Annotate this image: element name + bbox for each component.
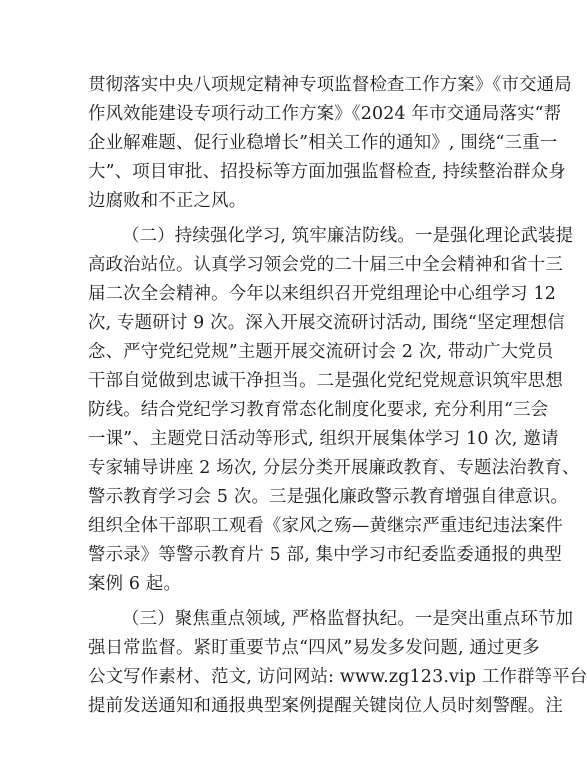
text-line: 一课”、主题党日活动等形式, 组织开展集体学习 10 次, 邀请 [88,429,559,449]
paragraph-2 [88,222,580,599]
text-line: 贯彻落实中央八项规定精神专项监督检查工作方案》《市交通局 [88,75,572,95]
text-line: 提前发送通知和通报典型案例提醒关键岗位人员时刻警醒。注 [88,696,563,716]
text-line: 防线。结合党纪学习教育常态化制度化要求, 充分利用“三会 [88,400,549,420]
text-line: 大”、项目审批、招投标等方面加强监督检查, 持续整治群众身 [88,162,566,182]
text-line: 次, 专题研讨 9 次。深入开展交流研讨活动, 围绕“坚定理想信 [88,313,565,333]
text-line: 强日常监督。紧盯重要节点“四风”易发多发问题, 通过更多 [88,638,540,658]
text-line: 警示教育学习会 5 次。三是强化廉政警示教育增强自律意识。 [88,487,569,507]
text-line: 届二次全会精神。今年以来组织召开党组理论中心组学习 12 [88,284,557,304]
text-line: （三）聚焦重点领域, 严格监督执纪。一是突出重点环节加 [122,609,574,629]
text-line: 作风效能建设专项行动工作方案》《2024 年市交通局落实“帮 [88,104,562,124]
text-line: 企业解难题、促行业稳增长”相关工作的通知》, 围绕“三重一 [88,133,558,153]
text-line: 念、严守党纪党规”主题开展交流研讨会 2 次, 带动广大党员 [88,342,554,362]
text-line: 组织全体干部职工观看《家风之殇—黄继宗严重违纪违法案件 [88,516,563,536]
text-line: 案例 6 起。 [88,574,182,594]
document-body [88,71,587,721]
text-line: 专家辅导讲座 2 场次, 分层分类开展廉政教育、专题法治教育、 [88,458,580,478]
paragraph-3 [88,605,587,721]
text-line: 干部自觉做到忠诚干净担当。二是强化党纪党规意识筑牢思想 [88,371,563,391]
text-line: 公文写作素材、范文, 访问网站: www.zg123.vip 工作群等平台 [88,667,587,687]
text-line: 高政治站位。认真学习领会党的二十届三中全会精神和省十三 [88,255,563,275]
paragraph-1 [88,71,572,216]
text-line: （二）持续强化学习, 筑牢廉洁防线。一是强化理论武装提 [122,226,574,246]
text-line: 边腐败和不正之风。 [88,191,247,211]
text-line: 警示录》等警示教育片 5 部, 集中学习市纪委监委通报的典型 [88,545,562,565]
